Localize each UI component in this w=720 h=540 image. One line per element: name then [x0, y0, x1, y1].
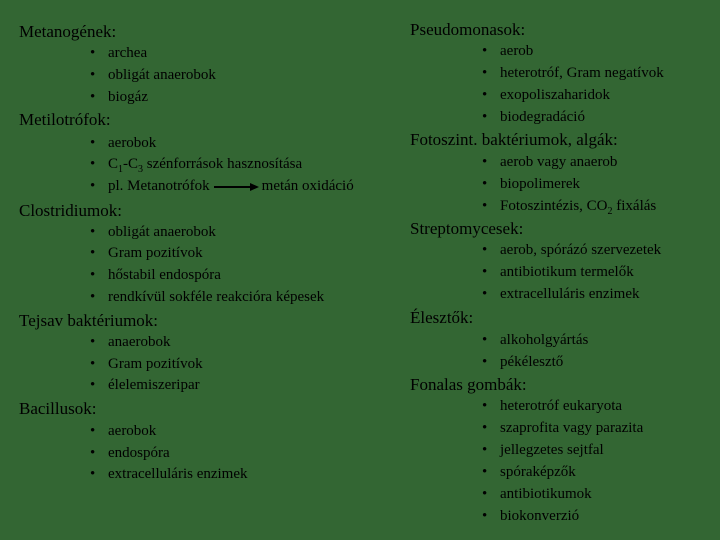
section-title-fonalas-gombak: Fonalas gombák: — [410, 375, 527, 394]
list-item: • $C_1-C_3$ szénforrások hasznosítása — [90, 156, 303, 175]
list-item: • élelemiszeripar — [90, 377, 200, 393]
list-item: • spóraképzők — [482, 464, 576, 480]
list-item: • szaprofita vagy parazita — [482, 420, 644, 436]
list-item: • archea — [90, 45, 148, 61]
section-title-streptomycesek: Streptomycesek: — [410, 219, 524, 238]
list-item: • aerob, spórázó szervezetek — [482, 242, 662, 258]
list-item: • heterotróf, Gram negatívok — [482, 65, 664, 81]
list-item: • extracelluláris enzimek — [90, 466, 248, 482]
list-item: • Gram pozitívok — [90, 245, 203, 261]
list-item: • hőstabil endospóra — [90, 267, 221, 283]
list-item: • alkoholgyártás — [482, 332, 589, 348]
list-item: • antibiotikumok — [482, 486, 592, 502]
section-title-metilotrofok: Metilotrófok: — [19, 110, 111, 129]
list-item: • jellegzetes sejtfal — [482, 442, 604, 458]
section-title-pseudomonasok: Pseudomonasok: — [410, 20, 526, 39]
list-item: • obligát anaerobok — [90, 224, 216, 240]
list-item: • obligát anaerobok — [90, 67, 216, 83]
list-item: • exopoliszaharidok — [482, 87, 610, 103]
section-title-bacillusok: Bacillusok: — [19, 399, 97, 418]
list-item: • anaerobok — [90, 334, 171, 350]
list-item: • pl. Metanotrófok metán oxidáció — [90, 178, 354, 194]
list-item: • Gram pozitívok — [90, 356, 203, 372]
list-item: • aerobok — [90, 423, 157, 439]
list-item: • heterotróf eukaryota — [482, 398, 623, 414]
arrow-right-icon — [212, 182, 260, 192]
list-item: • biogáz — [90, 89, 148, 105]
list-item: • biokonverzió — [482, 508, 580, 524]
section-title-elesztok: Élesztők: — [410, 308, 474, 327]
c1-c3-text: $C_1-C_3$ szénforrások hasznosítása — [108, 156, 303, 175]
list-item: • aerob — [482, 43, 534, 59]
list-item: • rendkívül sokféle reakcióra képesek — [90, 289, 325, 305]
list-item: • aerob vagy anaerob — [482, 154, 618, 170]
list-item: • antibiotikum termelők — [482, 264, 634, 280]
list-item: • aerobok — [90, 135, 157, 151]
list-item: • biopolimerek — [482, 176, 580, 192]
list-item: • pékélesztő — [482, 354, 564, 370]
section-title-fotoszint: Fotoszint. baktériumok, algák: — [410, 130, 618, 149]
list-item: • endospóra — [90, 445, 170, 461]
section-title-tejsav: Tejsav baktériumok: — [19, 311, 159, 330]
list-item: • extracelluláris enzimek — [482, 286, 640, 302]
section-title-metanogenek: Metanogének: — [19, 22, 117, 41]
section-title-clostridiumok: Clostridiumok: — [19, 201, 122, 220]
list-item: • Fotoszintézis, $CO_2$ fixálás — [482, 198, 657, 217]
list-item: • biodegradáció — [482, 109, 585, 125]
